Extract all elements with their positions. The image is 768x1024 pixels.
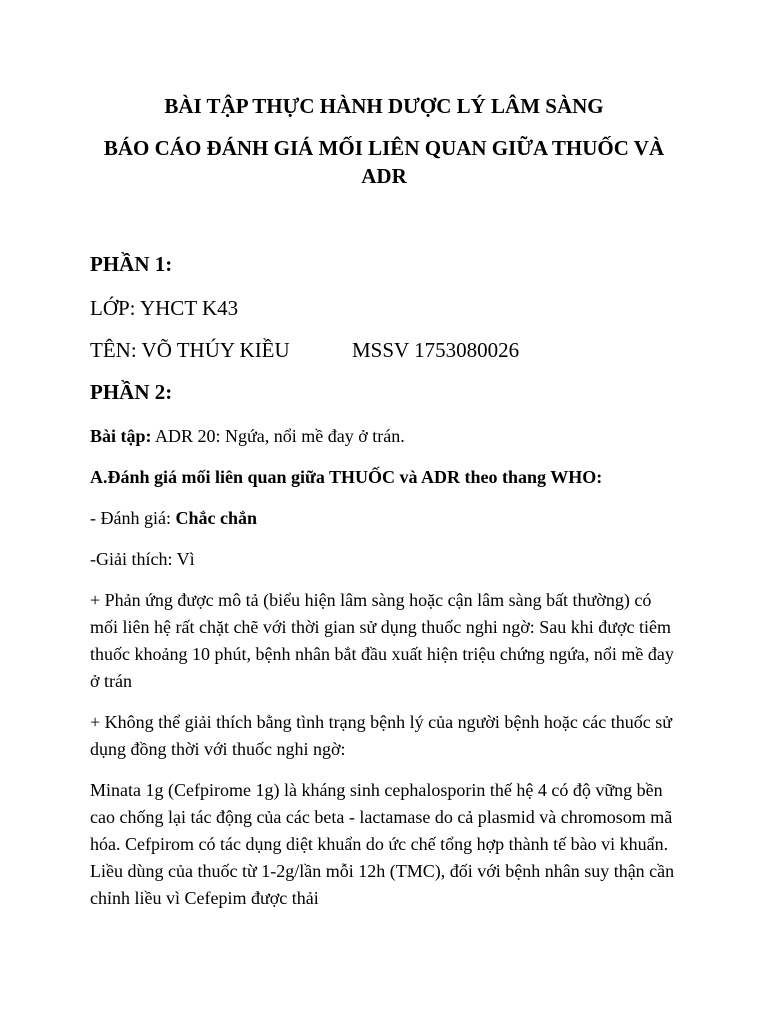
reason-2-paragraph: + Không thể giải thích bằng tình trạng bệnh lý của người bệnh hoặc các thuốc sử dụng đồng thời với thuốc nghi ngờ:: [90, 712, 673, 759]
explanation-line: -Giải thích: Vì: [90, 549, 195, 569]
reason-1-paragraph: + Phản ứng được mô tả (biểu hiện lâm sàng hoặc cận lâm sàng bất thường) có mối liên hệ rất chặt chẽ với thời gian sử dụng thuốc nghi ngờ: Sau khi được tiêm thuốc khoảng 10 phút, bệnh nhân bắt đầu xuất hiện triệu chứng ngứa, nổi mề đay ở trán: [90, 590, 674, 691]
exercise-label: Bài tập:: [90, 426, 152, 446]
assessment-value: Chắc chắn: [175, 508, 257, 528]
section-a-heading: A.Đánh giá mối liên quan giữa THUỐC và ADR theo thang WHO:: [90, 467, 603, 487]
student-info-row: [90, 336, 678, 364]
part1-heading: PHẦN 1:: [90, 252, 173, 276]
drug-paragraph: Minata 1g (Cefpirome 1g) là kháng sinh cephalosporin thế hệ 4 có độ vững bền cao chống lại tác động của các beta - lactamase do cả plasmid và chromosom mã hóa. Cefpirom có tác dụng diệt khuẩn do ức chế tổng hợp thành tế bào vi khuẩn. Liều dùng của thuốc từ 1-2g/lần mỗi 12h (TMC), đối với bệnh nhân suy thận cần chỉnh liều vì Cefepim được thải: [90, 780, 675, 908]
document-title: BÀI TẬP THỰC HÀNH DƯỢC LÝ LÂM SÀNG: [164, 94, 604, 118]
document-subtitle: BÁO CÁO ĐÁNH GIÁ MỐI LIÊN QUAN GIỮA THUỐC VÀ ADR: [103, 136, 665, 188]
class-line: LỚP: YHCT K43: [90, 296, 239, 320]
part2-heading: PHẦN 2:: [90, 380, 173, 404]
student-id: MSSV 1753080026: [352, 338, 520, 362]
exercise-text: ADR 20: Ngứa, nổi mề đay ở trán.: [151, 426, 405, 446]
exercise-line: [90, 423, 678, 450]
assessment-line: [90, 505, 678, 532]
assessment-label: - Đánh giá:: [90, 508, 176, 528]
student-name: TÊN: VÕ THÚY KIỀU: [90, 338, 290, 362]
